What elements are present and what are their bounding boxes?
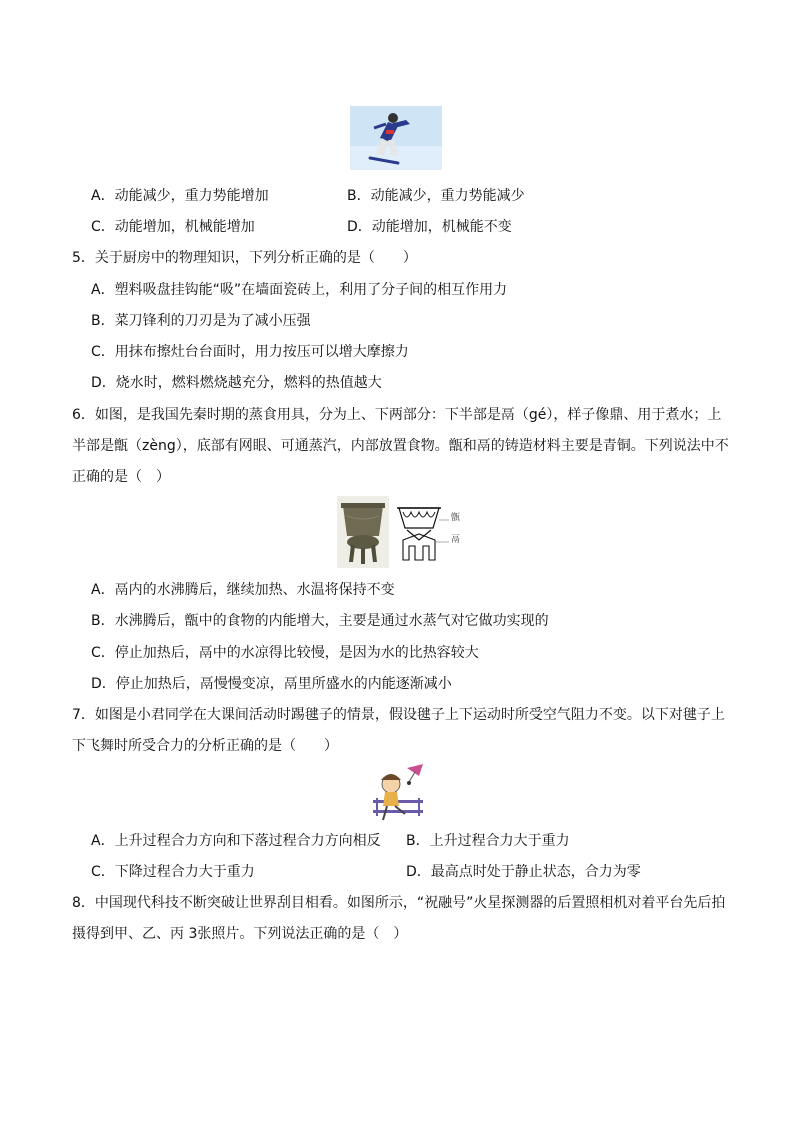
q6-stem-line-3: 正确的是（ ） bbox=[72, 469, 170, 485]
q6-stem-line-1: 6．如图，是我国先秦时期的蒸食用具，分为上、下两部分：下半部是鬲（gé），样子像鼎、用于煮水；上 bbox=[72, 407, 722, 423]
snowboarder-figure bbox=[350, 106, 442, 170]
q6-option-c: C．停止加热后，鬲中的水凉得比较慢，是因为水的比热容较大 bbox=[91, 645, 479, 661]
q5-option-b: B．菜刀锋利的刀刃是为了减小压强 bbox=[91, 313, 311, 329]
q7-option-c: C．下降过程合力大于重力 bbox=[91, 864, 255, 880]
q7-stem-line-2: 下飞舞时所受合力的分析正确的是（ ） bbox=[72, 738, 338, 754]
shuttlecock-kick-figure bbox=[369, 762, 427, 824]
q4-option-a: A．动能减少，重力势能增加 bbox=[91, 188, 269, 204]
bronze-steamer-photo bbox=[337, 496, 389, 568]
q6-option-b: B．水沸腾后，甑中的食物的内能增大，主要是通过水蒸气对它做功实现的 bbox=[91, 613, 549, 629]
q5-option-c: C．用抹布擦灶台台面时，用力按压可以增大摩擦力 bbox=[91, 344, 409, 360]
q5-stem: 5．关于厨房中的物理知识，下列分析正确的是（ ） bbox=[72, 250, 417, 266]
q8-stem-line-2: 摄得到甲、乙、丙 3张照片。下列说法正确的是（ ） bbox=[72, 926, 408, 942]
q5-option-a: A．塑料吸盘挂钩能“吸”在墙面瓷砖上，利用了分子间的相互作用力 bbox=[91, 282, 508, 298]
q4-option-d: D．动能增加，机械能不变 bbox=[347, 219, 512, 235]
q6-stem-line-2: 半部是甑（zèng），底部有网眼、可通蒸汽，内部放置食物。甑和鬲的铸造材料主要是青铜。下列说法中不 bbox=[72, 438, 729, 454]
q4-option-b: B．动能减少，重力势能减少 bbox=[347, 188, 525, 204]
q4-option-c: C．动能增加，机械能增加 bbox=[91, 219, 255, 235]
q8-stem-line-1: 8．中国现代科技不断突破让世界刮目相看。如图所示，“祝融号”火星探测器的后置照相机对着平台先后拍 bbox=[72, 895, 726, 911]
q5-option-d: D．烧水时，燃料燃烧越充分，燃料的热值越大 bbox=[91, 375, 382, 391]
q6-option-a: A．鬲内的水沸腾后，继续加热、水温将保持不变 bbox=[91, 582, 395, 598]
q7-option-b: B．上升过程合力大于重力 bbox=[406, 833, 570, 849]
steamer-diagram bbox=[395, 500, 455, 566]
steamer-label-top: 甑 bbox=[451, 513, 461, 523]
steamer-label-bottom: 鬲 bbox=[451, 535, 461, 545]
q7-stem-line-1: 7．如图是小君同学在大课间活动时踢毽子的情景，假设毽子上下运动时所受空气阻力不变。以下对毽子上 bbox=[72, 707, 725, 723]
q6-option-d: D．停止加热后，鬲慢慢变凉，鬲里所盛水的内能逐渐减小 bbox=[91, 676, 452, 692]
q7-option-a: A．上升过程合力方向和下落过程合力方向相反 bbox=[91, 833, 381, 849]
q7-option-d: D．最高点时处于静止状态，合力为零 bbox=[406, 864, 641, 880]
